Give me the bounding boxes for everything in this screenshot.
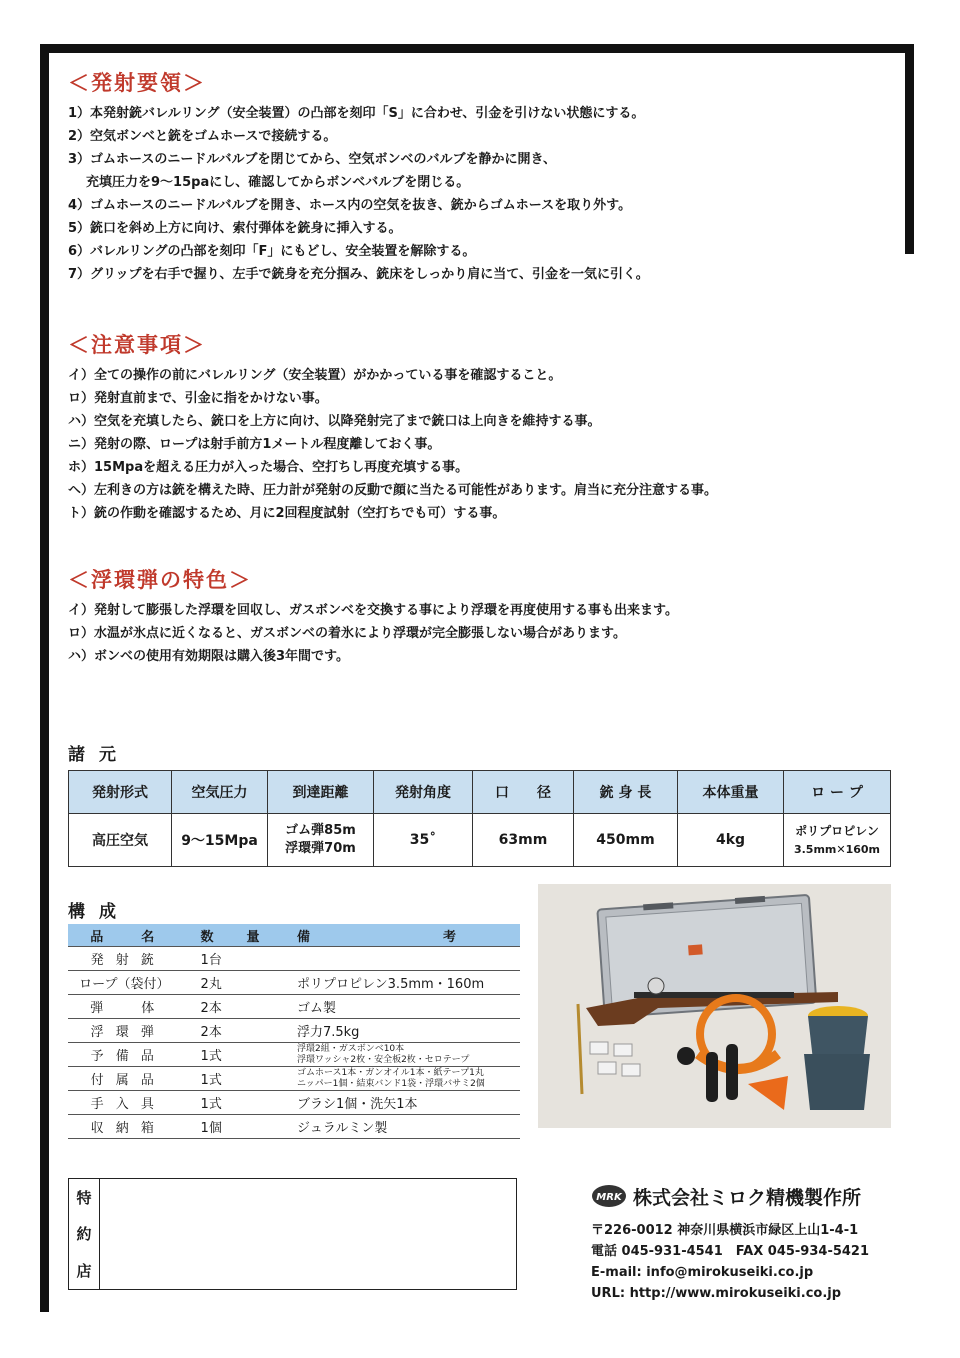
list-item: ハ）空気を充填したら、銃口を上方に向け、以降発射完了まで銃口は上向きを維持する事。 <box>68 414 601 429</box>
caution-list <box>68 364 717 525</box>
table-header-cell: 口 径 <box>473 771 574 814</box>
table-header-cell: 備 考 <box>283 924 520 947</box>
table-header-cell: 本体重量 <box>678 771 784 814</box>
procedure-list <box>68 102 649 286</box>
table-header-cell: 発射形式 <box>69 771 172 814</box>
spec-weight: 4kg <box>678 814 784 867</box>
feature-list <box>68 599 678 668</box>
company-url[interactable]: URL: http://www.mirokuseiki.co.jp <box>591 1286 842 1301</box>
section-title: ＜注意事項＞ <box>68 332 206 357</box>
table-header-cell: 到達距離 <box>268 771 374 814</box>
top-border <box>40 44 914 53</box>
list-item: 2）空気ボンベと銃をゴムホースで接続する。 <box>68 129 337 144</box>
product-photo <box>538 884 891 1128</box>
spec-title: 諸元 <box>68 745 130 765</box>
table-header-cell: ロ ー プ <box>784 771 891 814</box>
table-row: 弾 体 2本 ゴム製 <box>68 995 520 1019</box>
spec-angle: 35˚ <box>374 814 473 867</box>
section-title: ＜浮環弾の特色＞ <box>68 567 252 592</box>
list-item: ロ）発射直前まで、引金に指をかけない事。 <box>68 391 328 406</box>
table-header-cell: 品 名 <box>68 924 181 947</box>
company-name: 株式会社ミロク精機製作所 <box>633 1186 862 1209</box>
company-phone: 電話 045-931-4541 FAX 045-934-5421 <box>591 1244 870 1259</box>
spec-form: 高圧空気 <box>69 814 172 867</box>
table-row: 収 納 箱 1個 ジュラルミン製 <box>68 1115 520 1139</box>
list-item: 3）ゴムホースのニードルバルブを閉じてから、空気ボンベのバルブを静かに開き、 充填圧力を9〜15paにし、確認してからボンベバルブを閉じる。 <box>68 152 556 190</box>
section-features <box>68 565 678 668</box>
spec-pressure: 9〜15Mpa <box>172 814 268 867</box>
table-row: ロープ（袋付） 2丸 ポリプロピレン3.5mm・160m <box>68 971 520 995</box>
company-logo-icon <box>591 1184 627 1208</box>
list-item: イ）全ての操作の前にバレルリング（安全装置）がかかっている事を確認すること。 <box>68 368 562 383</box>
list-item: 6）バレルリングの凸部を刻印「F」にもどし、安全装置を解除する。 <box>68 244 476 259</box>
company-name-row <box>591 1182 901 1210</box>
table-row: 付 属 品 1式 ゴムホース1本・ガンオイル1本・紙テープ1丸 ニッパー1個・結束バンド1袋・浮環バサミ2個 <box>68 1067 520 1091</box>
table-row: 浮 環 弾 2本 浮力7.5kg <box>68 1019 520 1043</box>
list-item: ニ）発射の際、ロープは射手前方1メートル程度離しておく事。 <box>68 437 441 452</box>
list-item: ハ）ボンベの使用有効期限は購入後3年間です。 <box>68 649 350 664</box>
table-header-cell: 空気圧力 <box>172 771 268 814</box>
section-cautions <box>68 330 717 525</box>
spec-table <box>68 770 891 867</box>
company-address: 〒226-0012 神奈川県横浜市緑区上山1-4-1 <box>591 1223 859 1238</box>
list-item: ヘ）左利きの方は銃を構えた時、圧力計が発射の反動で顔に当たる可能性があります。肩当に充分注意する事。 <box>68 483 717 498</box>
table-row: 予 備 品 1式 浮環2組・ガスボンベ10本 浮環ワッシャ2枚・安全板2枚・セロテープ <box>68 1043 520 1067</box>
table-header-cell: 数 量 <box>181 924 283 947</box>
spec-barrel: 450mm <box>574 814 678 867</box>
table-header-cell: 発射角度 <box>374 771 473 814</box>
list-item: ロ）水温が氷点に近くなると、ガスボンベの着氷により浮環が完全膨張しない場合があります。 <box>68 626 626 641</box>
table-row: 発 射 銃 1台 <box>68 947 520 971</box>
table-header-row <box>68 924 520 947</box>
table-row <box>69 814 891 867</box>
dealer-label: 特 約 店 <box>69 1179 100 1289</box>
table-row: 手 入 具 1式 ブラシ1個・洗矢1本 <box>68 1091 520 1115</box>
list-item: ト）銃の作動を確認するため、月に2回程度試射（空打ちでも可）する事。 <box>68 506 506 521</box>
list-item: 7）グリップを右手で握り、左手で銃身を充分掴み、銃床をしっかり肩に当て、引金を一気に引く。 <box>68 267 649 282</box>
section-firing-procedure <box>68 68 649 286</box>
company-email[interactable]: E-mail: info@mirokuseiki.co.jp <box>591 1265 814 1280</box>
table-header-row <box>69 771 891 814</box>
spec-range: ゴム弾85m 浮環弾70m <box>268 814 374 867</box>
dealer-box <box>68 1178 517 1290</box>
right-border <box>905 44 914 254</box>
left-border <box>40 44 49 1312</box>
list-item: ホ）15Mpaを超える圧力が入った場合、空打ちし再度充填する事。 <box>68 460 469 475</box>
spec-caliber: 63mm <box>473 814 574 867</box>
list-item: 1）本発射銃バレルリング（安全装置）の凸部を刻印「S」に合わせ、引金を引けない状態にする。 <box>68 106 645 121</box>
company-info <box>591 1182 901 1304</box>
list-item: 4）ゴムホースのニードルバルブを開き、ホース内の空気を抜き、銃からゴムホースを取り外す。 <box>68 198 632 213</box>
table-header-cell: 銃 身 長 <box>574 771 678 814</box>
list-item: 5）銃口を斜め上方に向け、索付弾体を銃身に挿入する。 <box>68 221 402 236</box>
section-title: ＜発射要領＞ <box>68 70 206 95</box>
list-item: イ）発射して膨張した浮環を回収し、ガスボンベを交換する事により浮環を再度使用する事も出来ます。 <box>68 603 678 618</box>
svg-text:MRK: MRK <box>596 1192 622 1203</box>
composition-title: 構成 <box>68 902 130 922</box>
spec-rope: ポリプロピレン 3.5mm✕160m <box>784 814 891 867</box>
composition-table <box>68 924 520 1139</box>
